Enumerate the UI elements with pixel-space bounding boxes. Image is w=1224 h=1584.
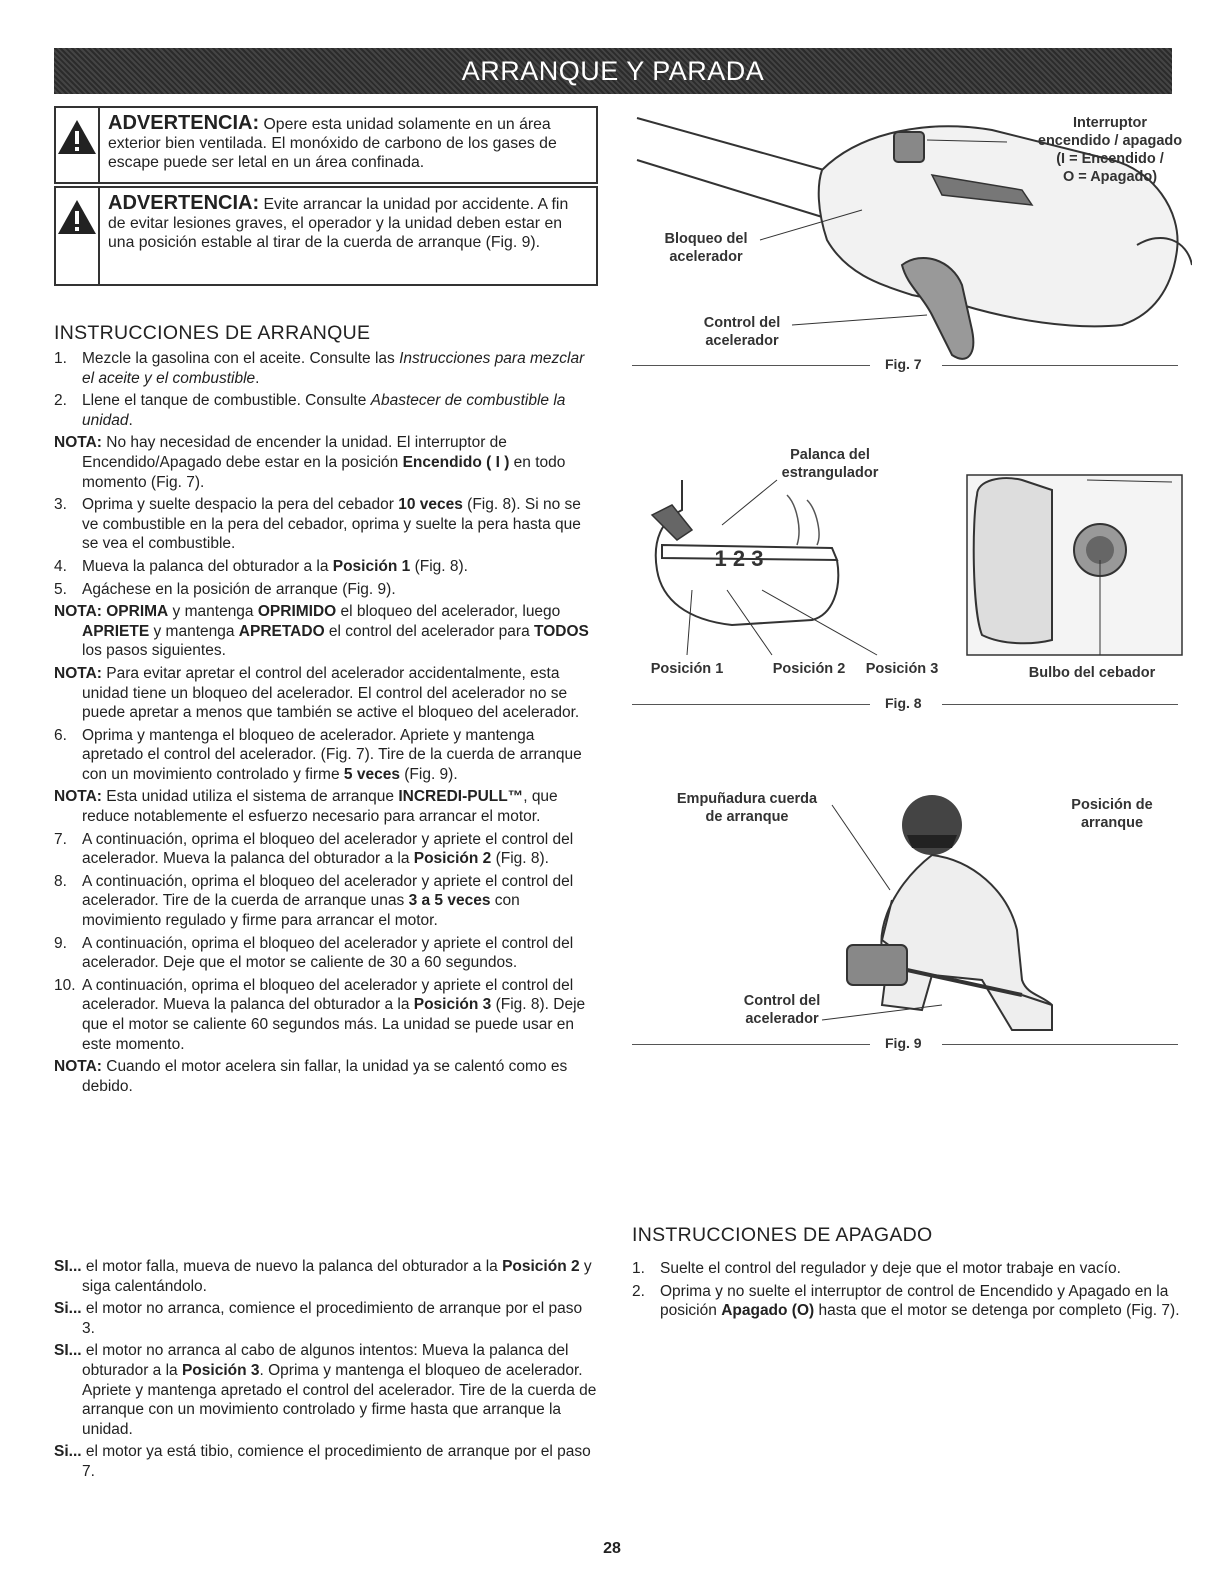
warning-text: Opere esta unidad solamente en un área exterior bien ventilada. El monóxido de carbono de los gases de escape puede ser letal en un área confinada. (108, 116, 557, 171)
figure-7-label: Fig. 7 (885, 356, 922, 372)
warning-label: ADVERTENCIA: (108, 192, 260, 214)
warning-box-exhaust (54, 106, 598, 184)
figure-8-label: Fig. 8 (885, 695, 922, 711)
warning-box-start (54, 186, 598, 286)
warning-icon (56, 108, 100, 182)
warning-text: Evite arrancar la unidad por accidente. A fin de evitar lesiones graves, el operador y la unidad deben estar en una posición estable al tirar de la cuerda de arranque (Fig. 9). (108, 196, 569, 251)
note: NOTA: Para evitar apretar el control del acelerador accidentalmente, esta unidad tiene un bloqueo del acelerador. El control del acelerador no se puede apretar a menos que también se active el bloqueo del acelerador. (54, 664, 580, 722)
figure-rule (942, 1044, 1178, 1045)
list-item: 9. A continuación, oprima el bloqueo del acelerador y apriete el control del acelerador. Deje que el motor se caliente de 30 a 60 segundos. (54, 934, 574, 972)
list-item: 4. Mueva la palanca del obturador a la Posición 1 (Fig. 8). (54, 557, 468, 575)
list-item: SI... el motor falla, mueva de nuevo la palanca del obturador a la Posición 2 y siga calentándolo. (54, 1258, 592, 1295)
list-item: 1. Mezcle la gasolina con el aceite. Consulte las Instrucciones para mezclar el aceite y el combustible. (54, 350, 585, 387)
figure-rule (942, 704, 1178, 705)
position-1-label: Posición 1 (650, 661, 724, 677)
starting-position-callout: Posición de arranque (1071, 797, 1153, 831)
throttle-lock-callout: Bloqueo del acelerador (664, 231, 748, 265)
list-item: 3. Oprima y suelte despacio la pera del cebador 10 veces (Fig. 8). Si no se ve combustible en la pera del cebador, oprima y suelte la pera hasta que se vea el combustible. (54, 496, 581, 553)
switch-callout: Interruptor encendido / apagado (I = Encendido / O = Apagado) (1037, 115, 1183, 185)
list-item: Si... el motor no arranca, comience el procedimiento de arranque por el paso 3. (54, 1300, 583, 1337)
choke-callout: Palanca del estrangulador (781, 447, 879, 481)
stop-heading: INSTRUCCIONES DE APAGADO (632, 1224, 933, 1246)
note: NOTA: Cuando el motor acelera sin fallar, la unidad ya se calentó como es debido. (54, 1058, 568, 1095)
figure-rule (942, 365, 1178, 366)
list-item: 2. Llene el tanque de combustible. Consulte Abastecer de combustible la unidad. (54, 392, 566, 429)
note: NOTA: Esta unidad utiliza el sistema de arranque INCREDI-PULL™, que reduce notablemente el esfuerzo necesario para arrancar el motor. (54, 788, 558, 826)
note: NOTA: No hay necesidad de encender la unidad. El interruptor de Encendido/Apagado debe estar en la posición Encendido ( I ) en todo momento (Fig. 7). (54, 434, 566, 491)
throttle-control-callout: Control del acelerador (703, 315, 781, 349)
figure-8 (632, 440, 1192, 690)
figure-rule (632, 1044, 870, 1045)
list-item: 10. A continuación, oprima el bloqueo del acelerador y apriete el control del acelerador. Mueva la palanca del obturador a la Posición 3 (Fig. 8). Deje que el motor se caliente 60 segundos más. La unidad se puede usar en este momento. (54, 976, 586, 1053)
figure-rule (632, 365, 870, 366)
position-3-label: Posición 3 (865, 661, 939, 677)
figure-7 (632, 100, 1192, 380)
page-number: 28 (603, 1540, 621, 1557)
primer-bulb-label: Bulbo del cebador (1028, 665, 1156, 681)
position-2-label: Posición 2 (772, 661, 846, 677)
figure-9 (632, 780, 1192, 1040)
list-item: 2. Oprima y no suelte el interruptor de control de Encendido y Apagado en la posición Apagado (O) hasta que el motor se detenga por completo (Fig. 7). (632, 1282, 1180, 1320)
list-item: Si... el motor ya está tibio, comience el procedimiento de arranque por el paso 7. (54, 1443, 591, 1480)
starter-grip-callout: Empuñadura cuerda de arranque (676, 791, 818, 825)
throttle-control-callout: Control del acelerador (743, 993, 821, 1027)
list-item: 1. Suelte el control del regulador y deje que el motor trabaje en vacío. (632, 1260, 1121, 1277)
start-instructions (54, 349, 599, 1099)
figure-rule (632, 704, 870, 705)
troubleshooting-list (54, 1257, 599, 1485)
warning-label: ADVERTENCIA: (108, 112, 260, 134)
choke-positions: 1 2 3 (714, 546, 764, 571)
list-item: 6. Oprima y mantenga el bloqueo de acelerador. Apriete y mantenga apretado el control del acelerador. (Fig. 7). Tire de la cuerda de arranque con un movimiento controlado y firme 5 veces (Fig. 9). (54, 726, 582, 783)
start-heading: INSTRUCCIONES DE ARRANQUE (54, 322, 371, 344)
section-banner: ARRANQUE Y PARADA (54, 48, 1172, 94)
stop-instructions (632, 1259, 1192, 1324)
list-item: 8. A continuación, oprima el bloqueo del acelerador y apriete el control del acelerador. Tire de la cuerda de arranque unas 3 a 5 veces con movimiento regulado y firme para arrancar el motor. (54, 872, 574, 930)
list-item: 7. A continuación, oprima el bloqueo del acelerador y apriete el control del acelerador. Mueva la palanca del obturador a la Posición 2 (Fig. 8). (54, 830, 574, 868)
list-item: 5. Agáchese en la posición de arranque (Fig. 9). (54, 580, 396, 598)
list-item: SI... el motor no arranca al cabo de algunos intentos: Mueva la palanca del obturador a la Posición 3. Oprima y mantenga el bloqueo de acelerador. Apriete y mantenga apretado el control del acelerador. Tire de la cuerda de arranque con un movimiento controlado y firme hasta que arranque la unidad. (54, 1342, 597, 1438)
note: NOTA: OPRIMA y mantenga OPRIMIDO el bloqueo del acelerador, luego APRIETE y mantenga APRETADO el control del acelerador para TODOS los pasos siguientes. (54, 603, 589, 660)
figure-9-label: Fig. 9 (885, 1035, 922, 1051)
warning-icon (56, 188, 100, 284)
